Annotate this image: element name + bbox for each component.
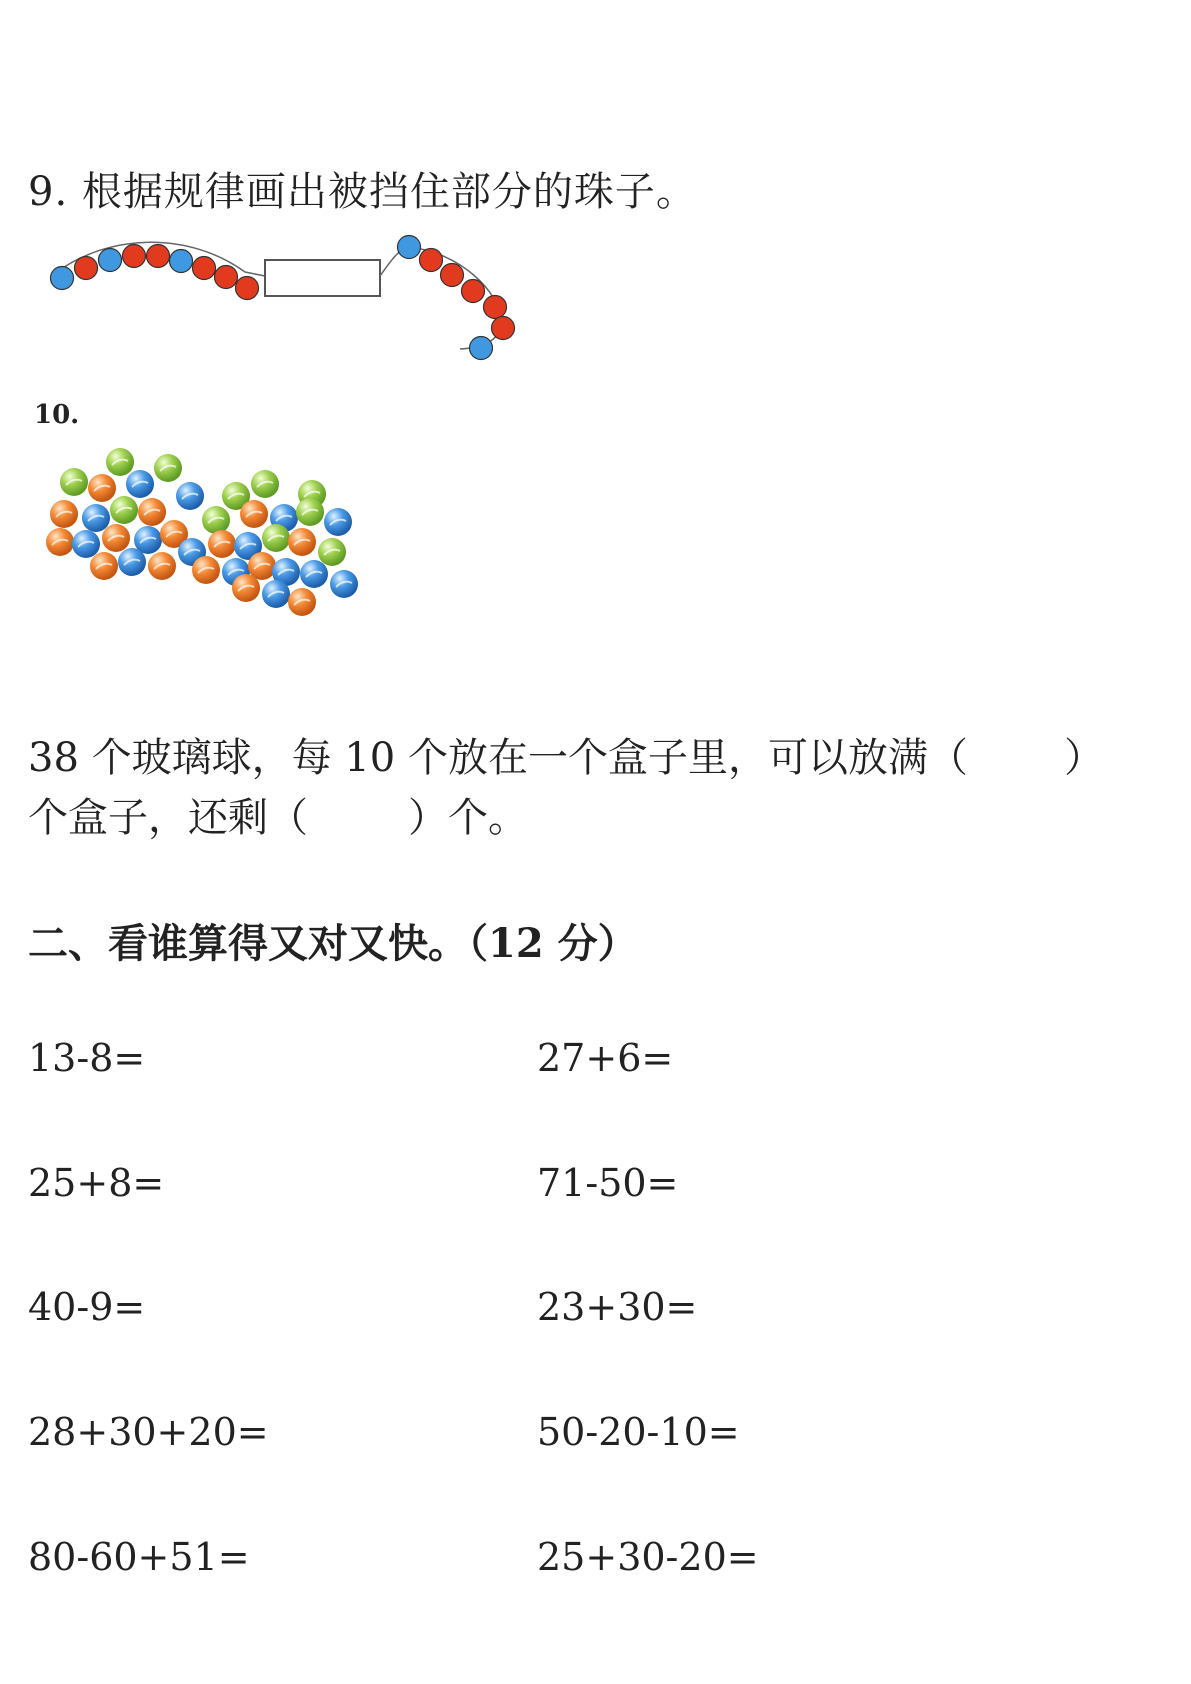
blue-marble <box>324 508 352 536</box>
orange-marble <box>138 498 166 526</box>
blue-bead <box>470 337 493 360</box>
problem-1-right: 27+6= <box>537 1036 674 1080</box>
blue-marble <box>330 570 358 598</box>
blue-marble <box>118 548 146 576</box>
red-bead <box>236 277 259 300</box>
blue-bead <box>170 250 193 273</box>
orange-marble <box>88 474 116 502</box>
blue-marble <box>126 470 154 498</box>
bead-string <box>51 236 515 360</box>
orange-marble <box>240 500 268 528</box>
green-marble <box>262 524 290 552</box>
orange-marble <box>288 588 316 616</box>
green-marble <box>110 496 138 524</box>
question-10-text-d: ）个。 <box>408 795 528 841</box>
green-marble <box>296 498 324 526</box>
red-bead <box>420 249 443 272</box>
red-bead <box>193 257 216 280</box>
glass-marbles-illustration <box>40 448 370 618</box>
blue-marble <box>176 482 204 510</box>
blue-bead <box>51 267 74 290</box>
orange-marble <box>192 556 220 584</box>
question-10-number: 10. <box>34 400 80 430</box>
problem-5-left: 80-60+51= <box>28 1535 250 1579</box>
bead-pattern-illustration <box>40 232 560 367</box>
blue-marble <box>72 530 100 558</box>
red-bead <box>75 257 98 280</box>
red-bead <box>215 266 238 289</box>
orange-marble <box>208 530 236 558</box>
hidden-beads-box <box>265 260 380 296</box>
question-10-text-c: 个盒子，还剩（ <box>28 795 308 841</box>
problem-3-right: 23+30= <box>537 1285 698 1329</box>
blue-marble <box>262 580 290 608</box>
orange-marble <box>102 524 130 552</box>
green-marble <box>154 454 182 482</box>
question-10-text-a: 38 个玻璃球，每 10 个放在一个盒子里，可以放满（ <box>28 735 968 781</box>
question-10-line-2 <box>28 786 528 843</box>
red-bead <box>492 317 515 340</box>
red-bead <box>462 280 485 303</box>
question-10-line-1 <box>28 726 1104 783</box>
section-2-title: 二、看谁算得又对又快。（12 分） <box>28 920 638 967</box>
problem-4-left: 28+30+20= <box>28 1410 269 1454</box>
red-bead <box>123 245 146 268</box>
problem-1-left: 13-8= <box>28 1036 146 1080</box>
orange-marble <box>148 552 176 580</box>
green-marble <box>106 448 134 476</box>
problem-3-left: 40-9= <box>28 1285 146 1329</box>
orange-marble <box>50 500 78 528</box>
blue-marble <box>300 560 328 588</box>
orange-marble <box>232 574 260 602</box>
green-marble <box>318 538 346 566</box>
red-bead <box>147 245 170 268</box>
marble-pile <box>46 448 358 616</box>
problem-5-right: 25+30-20= <box>537 1535 759 1579</box>
problem-4-right: 50-20-10= <box>537 1410 740 1454</box>
problem-2-left: 25+8= <box>28 1161 165 1205</box>
green-marble <box>60 468 88 496</box>
blue-marble <box>82 504 110 532</box>
green-marble <box>202 506 230 534</box>
red-bead <box>441 264 464 287</box>
question-9-title: 9. 根据规律画出被挡住部分的珠子。 <box>28 169 697 215</box>
red-bead <box>484 296 507 319</box>
orange-marble <box>288 528 316 556</box>
blue-bead <box>99 249 122 272</box>
question-10-text-b: ） <box>1063 735 1104 781</box>
blue-bead <box>398 236 421 259</box>
orange-marble <box>46 528 74 556</box>
orange-marble <box>90 552 118 580</box>
green-marble <box>251 470 279 498</box>
problem-2-right: 71-50= <box>537 1161 679 1205</box>
